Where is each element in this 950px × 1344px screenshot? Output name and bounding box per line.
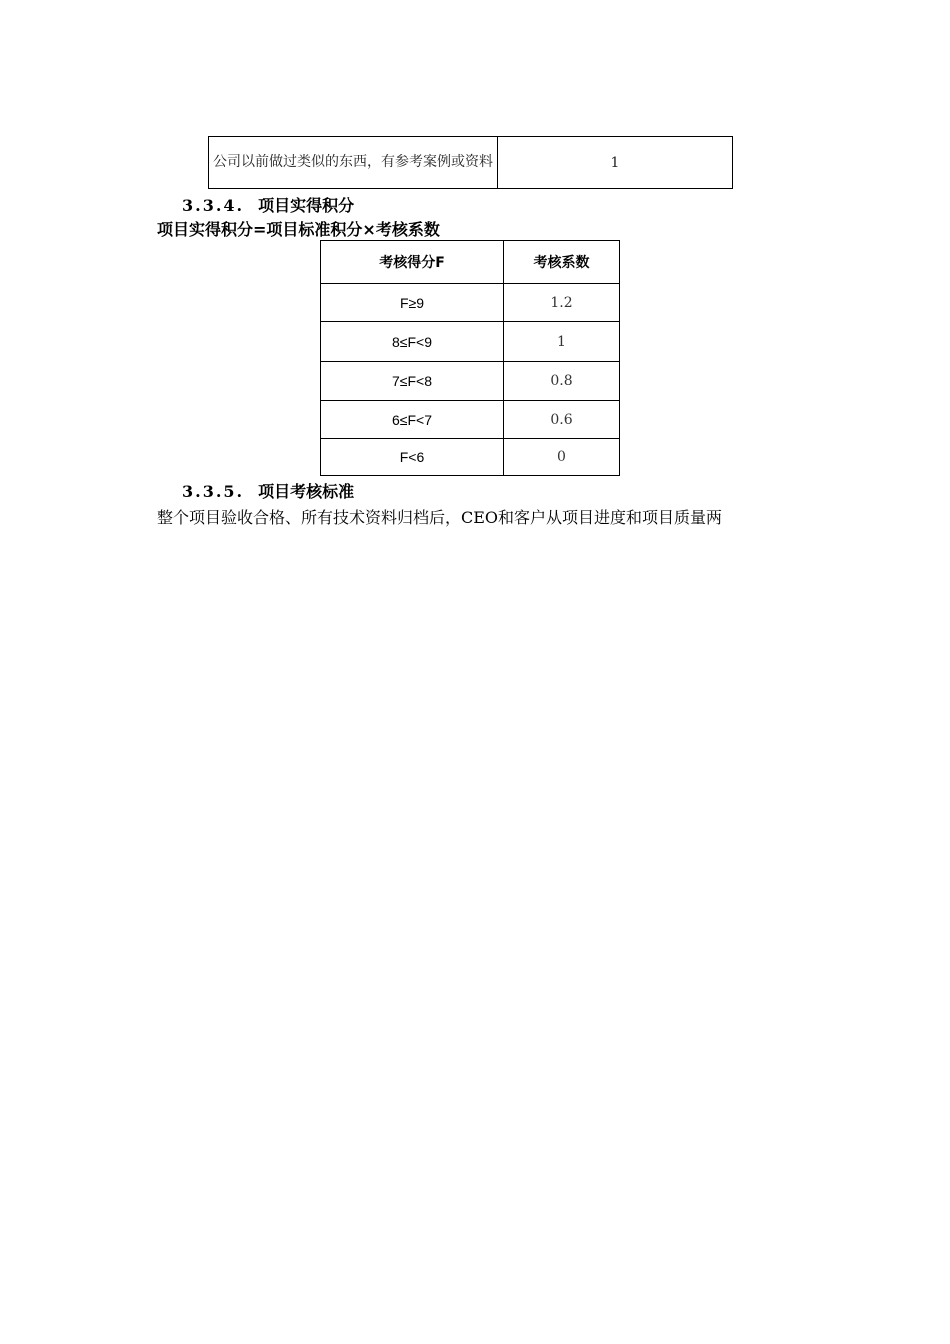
column-header-coefficient: 考核系数 bbox=[504, 241, 620, 284]
reference-case-table bbox=[208, 136, 733, 189]
table-row bbox=[321, 362, 620, 401]
table-row bbox=[321, 401, 620, 439]
table-row bbox=[321, 322, 620, 362]
coefficient-cell: 1.2 bbox=[504, 284, 620, 322]
score-range-cell: 7≤F<8 bbox=[321, 362, 504, 401]
coefficient-cell: 0.8 bbox=[504, 362, 620, 401]
section-335-heading bbox=[182, 479, 354, 502]
section-number: 3.3.5. bbox=[182, 482, 245, 501]
coefficient-cell: 0 bbox=[504, 439, 620, 476]
column-header-score: 考核得分F bbox=[321, 241, 504, 284]
section-334-heading bbox=[182, 193, 354, 216]
condition-cell: 公司以前做过类似的东西，有参考案例或资料 bbox=[209, 137, 498, 189]
score-range-cell: 8≤F<9 bbox=[321, 322, 504, 362]
table-row bbox=[321, 439, 620, 476]
section-number: 3.3.4. bbox=[182, 196, 245, 215]
value-cell: 1 bbox=[498, 137, 733, 189]
score-range-cell: F≥9 bbox=[321, 284, 504, 322]
score-range-cell: 6≤F<7 bbox=[321, 401, 504, 439]
coefficient-cell: 1 bbox=[504, 322, 620, 362]
coefficient-cell: 0.6 bbox=[504, 401, 620, 439]
coefficient-table bbox=[320, 240, 620, 476]
table-row bbox=[209, 137, 733, 189]
table-header-row bbox=[321, 241, 620, 284]
section-title: 项目实得积分 bbox=[258, 196, 355, 215]
section-title: 项目考核标准 bbox=[258, 482, 355, 501]
score-range-cell: F<6 bbox=[321, 439, 504, 476]
score-formula: 项目实得积分=项目标准积分×考核系数 bbox=[157, 220, 440, 239]
table-row bbox=[321, 284, 620, 322]
body-paragraph: 整个项目验收合格、所有技术资料归档后，CEO和客户从项目进度和项目质量两 bbox=[157, 508, 723, 527]
